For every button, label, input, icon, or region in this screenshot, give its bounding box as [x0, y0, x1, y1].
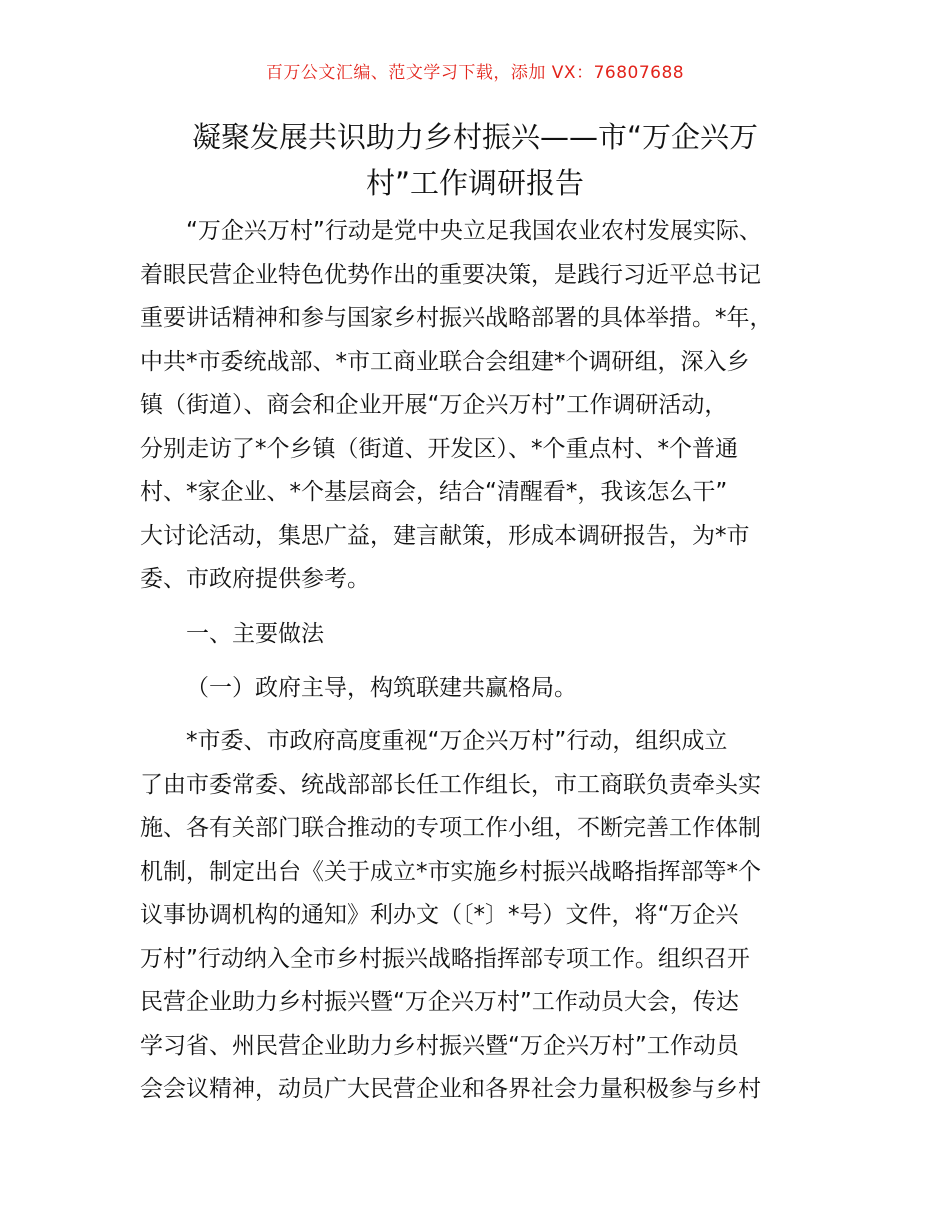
- paragraph-line: 会会议精神，动员广大民营企业和各界社会力量积极参与乡村: [140, 1076, 761, 1102]
- paragraph-line: 大讨论活动，集思广益，建言献策，形成本调研报告，为*市: [140, 522, 750, 549]
- paragraph-line: 分别走访了*个乡镇（街道、开发区）、*个重点村、*个普通: [140, 435, 738, 462]
- body-paragraph: [140, 720, 820, 1112]
- paragraph-line: “万企兴万村”行动是党中央立足我国农业农村发展实际、: [186, 218, 762, 244]
- paragraph-line: 村、*家企业、*个基层商会，结合“清醒看*，我该怎么干”: [140, 479, 728, 505]
- paragraph-line: 万村”行动纳入全市乡村振兴战略指挥部专项工作。组织召开: [140, 945, 750, 972]
- intro-paragraph: [140, 210, 820, 602]
- paragraph-line: 委、市政府提供参考。: [140, 566, 370, 592]
- subsection-heading: （一）政府主导，构筑联建共赢格局。: [186, 675, 577, 701]
- paragraph-line: 学习省、州民营企业助力乡村振兴暨“万企兴万村”工作动员: [140, 1032, 739, 1059]
- section-heading: 一、主要做法: [186, 621, 324, 647]
- paragraph-line: 施、各有关部门联合推动的专项工作小组，不断完善工作体制: [140, 815, 761, 841]
- paragraph-line: 机制，制定出台《关于成立*市实施乡村振兴战略指挥部等*个: [140, 858, 761, 885]
- paragraph-line: 中共*市委统战部、*市工商业联合会组建*个调研组，深入乡: [140, 348, 750, 375]
- paragraph-line: 了由市委常委、统战部部长任工作组长，市工商联负责牵头实: [140, 771, 761, 798]
- paragraph-line: 重要讲话精神和参与国家乡村振兴战略部署的具体举措。*年，: [140, 305, 773, 331]
- title-line: 村”工作调研报告: [365, 166, 585, 200]
- paragraph-line: 着眼民营企业特色优势作出的重要决策，是践行习近平总书记: [140, 261, 761, 288]
- title-line: 凝聚发展共识助力乡村振兴——市“万企兴万: [191, 120, 759, 154]
- paragraph-line: 民营企业助力乡村振兴暨“万企兴万村”工作动员大会，传达: [140, 989, 739, 1015]
- paragraph-line: *市委、市政府高度重视“万企兴万村”行动，组织成立: [186, 728, 728, 754]
- paragraph-line: 议事协调机构的通知》利办文（〔*〕*号）文件，将“万企兴: [140, 902, 739, 928]
- document-title: [120, 114, 830, 206]
- paragraph-line: 镇（街道）、商会和企业开展“万企兴万村”工作调研活动，: [140, 392, 728, 418]
- watermark-header: 百万公文汇编、范文学习下载，添加 VX：76807688: [265, 63, 685, 83]
